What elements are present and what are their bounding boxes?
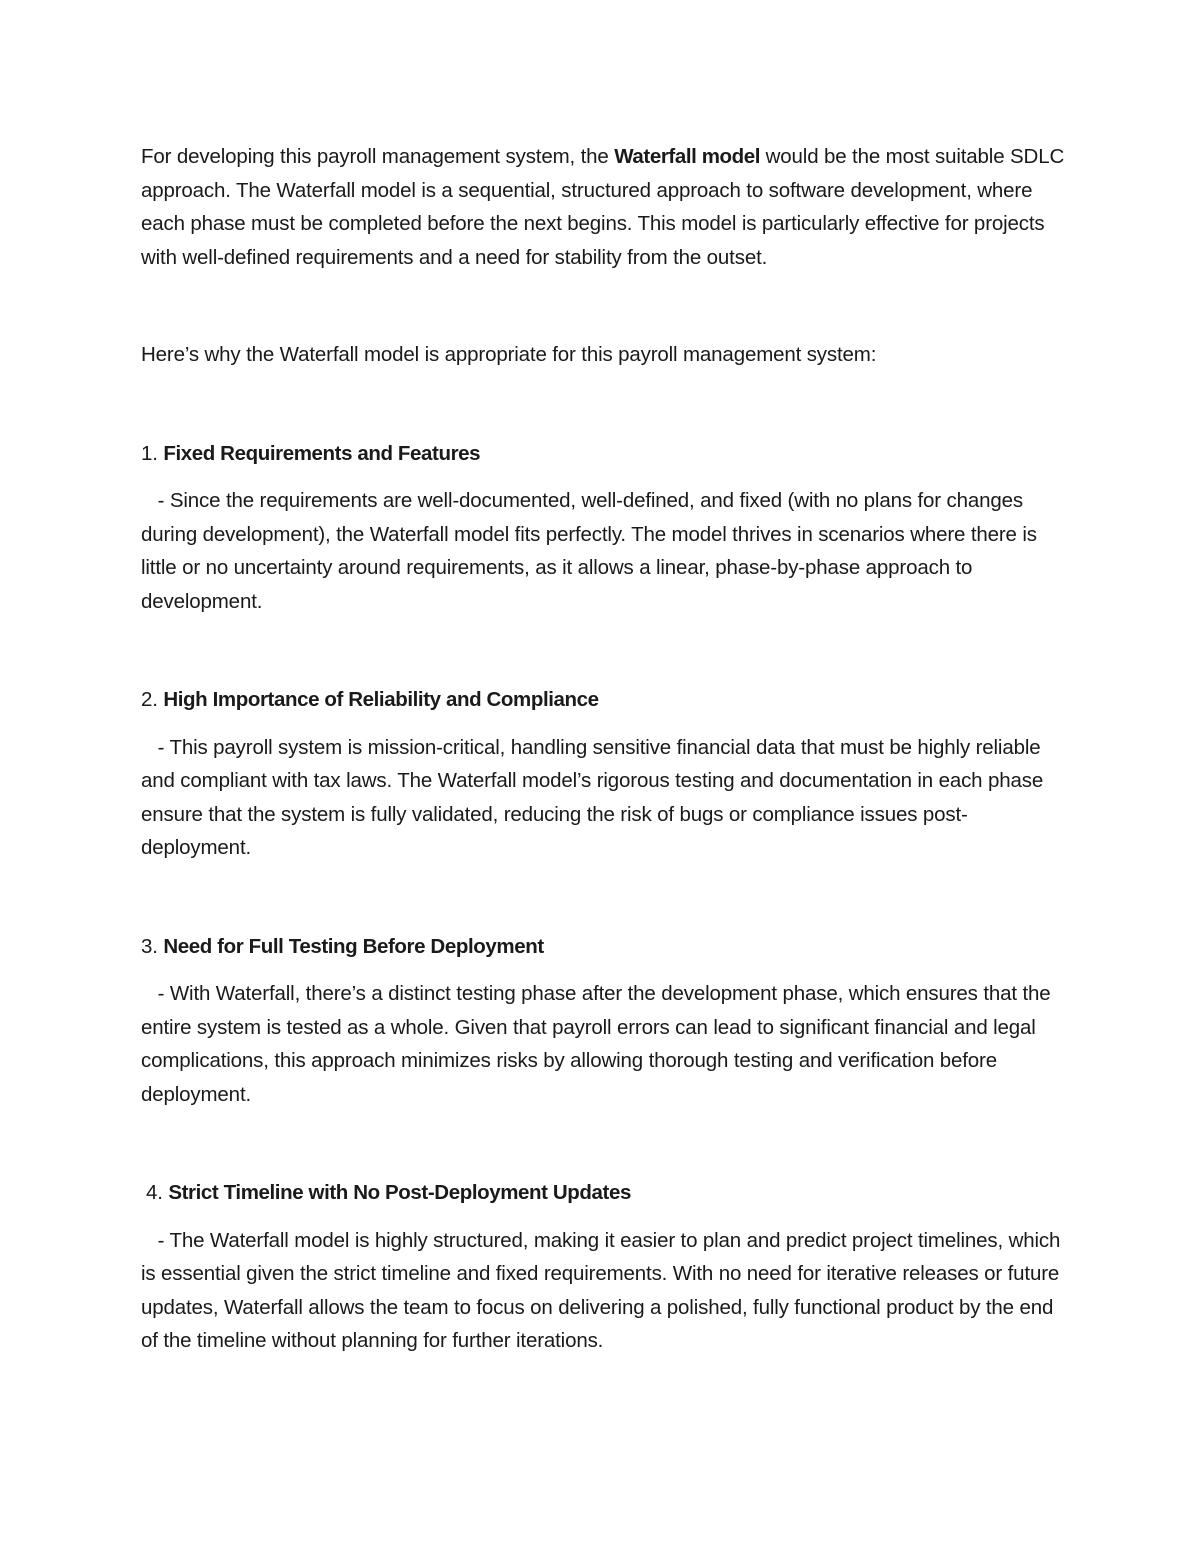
body-indent [141, 1229, 158, 1252]
section-body-text: - This payroll system is mission-critical, handling sensitive financial data that must be highly reliable and compliant with tax laws. The Waterfall model’s rigorous testing and documentation in each phase ensure that the system is fully validated, reducing the risk of bugs or compliance issues post-deployment. [141, 735, 1044, 859]
body-indent [141, 982, 158, 1005]
intro-text-rest: would be the most suitable SDLC approach. The Waterfall model is a sequential, structured approach to software development, where each phase must be completed before the next begins. This model is particularly effective for projects with well-defined requirements and a need for stability from the outset. [141, 145, 1065, 269]
section-heading [141, 683, 1066, 717]
section-number: 1. [141, 441, 164, 465]
section-heading [141, 1176, 1066, 1210]
section-body [141, 484, 1066, 618]
intro-bold-term: Waterfall model [614, 145, 761, 168]
lead-in-paragraph: Here’s why the Waterfall model is appropriate for this payroll management system: [141, 343, 877, 366]
section-heading [141, 930, 1066, 964]
section-title: High Importance of Reliability and Compliance [163, 688, 599, 711]
section-body-text: - Since the requirements are well-documented, well-defined, and fixed (with no plans for changes during development), the Waterfall model fits perfectly. The model thrives in scenarios where there is little or no uncertainty around requirements, as it allows a linear, phase-by-phase approach to development. [141, 489, 1037, 613]
section-body-text: - With Waterfall, there’s a distinct testing phase after the development phase, which ensures that the entire system is tested as a whole. Given that payroll errors can lead to significant financial and legal complications, this approach minimizes risks by allowing thorough testing and verification before deployment. [141, 982, 1051, 1106]
section-heading [141, 437, 1066, 471]
section-body [141, 731, 1066, 865]
section-title: Fixed Requirements and Features [163, 441, 481, 465]
section-body-text: - The Waterfall model is highly structured, making it easier to plan and predict project timelines, which is essential given the strict timeline and fixed requirements. With no need for iterative releases or future updates, Waterfall allows the team to focus on delivering a polished, fully functional product by the end of the timeline without planning for further iterations. [141, 1228, 1061, 1352]
section-number: 3. [141, 934, 164, 958]
body-indent [141, 736, 158, 759]
section-body [141, 977, 1066, 1111]
body-indent [141, 489, 158, 512]
section-number: 4. [146, 1181, 169, 1204]
intro-text-start: For developing this payroll management system, the [141, 145, 615, 168]
section-title: Need for Full Testing Before Deployment [163, 934, 544, 958]
section-body [141, 1224, 1066, 1358]
document-content [141, 140, 1066, 1358]
intro-paragraph [141, 140, 1066, 274]
section-number: 2. [141, 688, 164, 711]
section-title: Strict Timeline with No Post-Deployment Updates [168, 1181, 631, 1204]
